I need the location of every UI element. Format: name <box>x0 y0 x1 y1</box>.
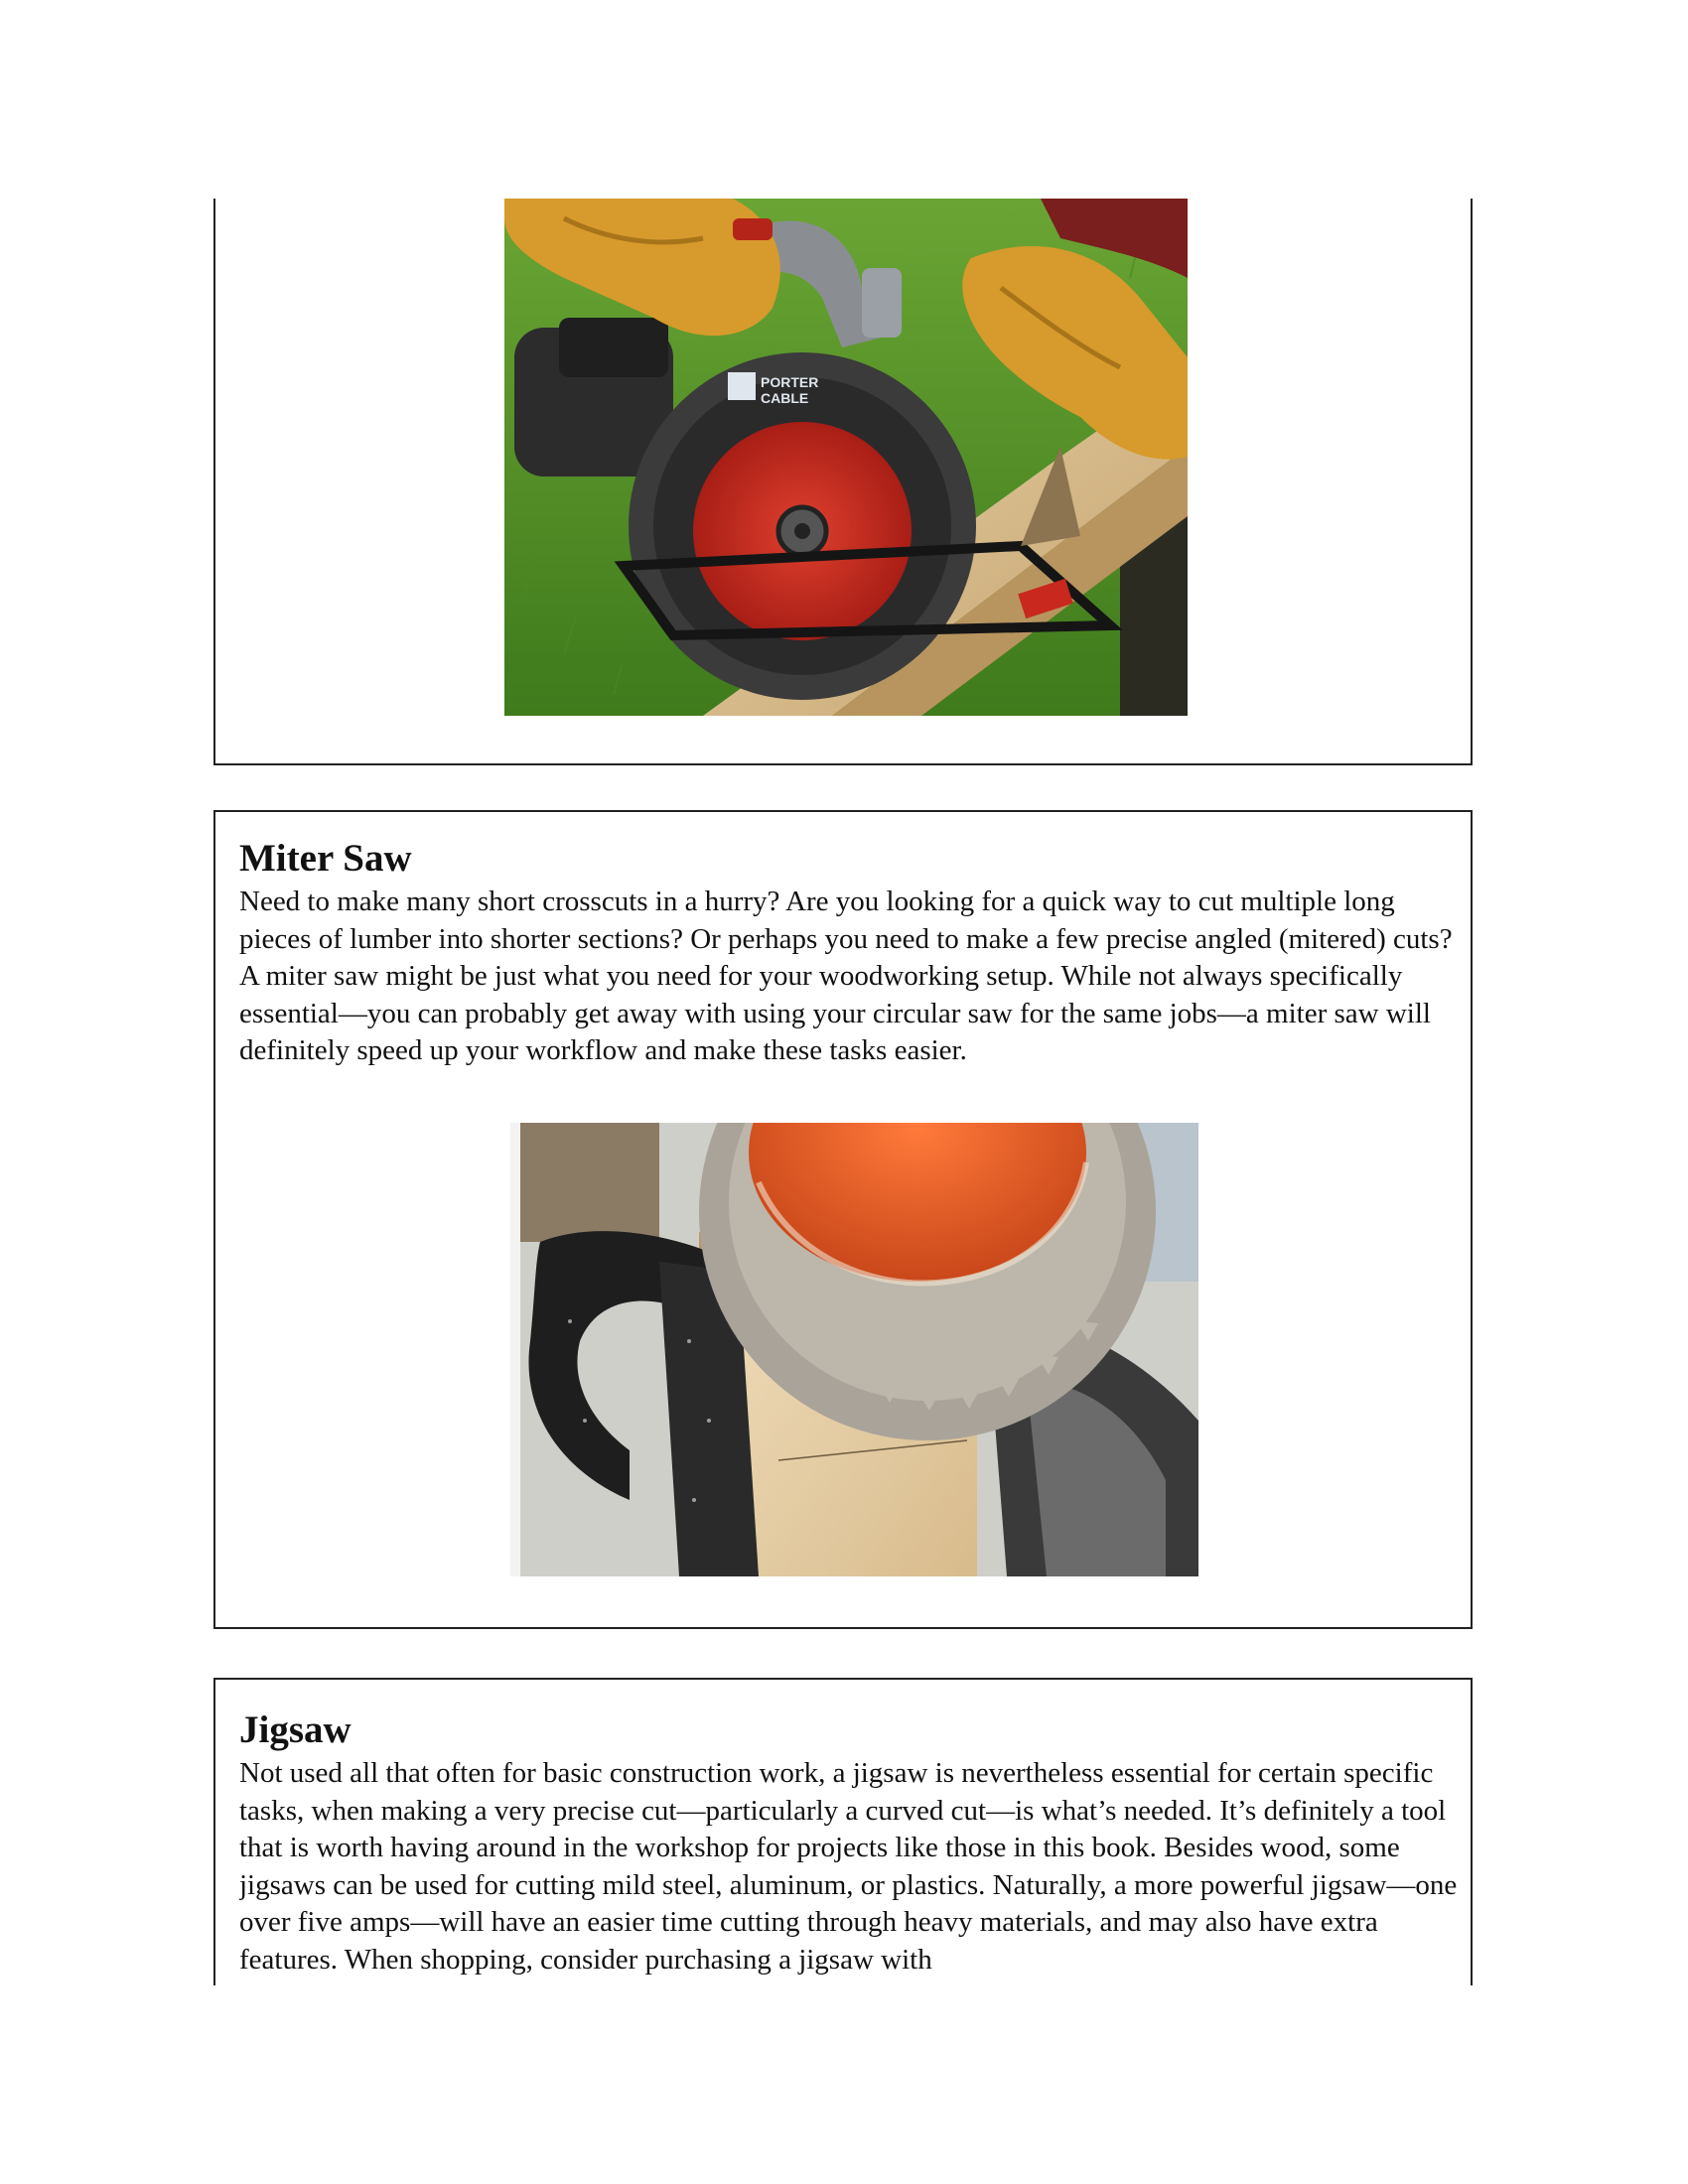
miter-saw-section <box>213 810 1473 1629</box>
miter-saw-paragraph: Need to make many short crosscuts in a hurry? Are you looking for a quick way to cut multiple long pieces of lumber into shorter sections? Or perhaps you need to make a few precise angled (mitered) cuts? A miter saw might be just what you need for your woodworking setup. While not always specifically essential—you can probably get away with using your circular saw for the same jobs—a miter saw will definitely speed up your workflow and make these tasks easier. <box>239 886 1453 1066</box>
saw-logo-line2: CABLE <box>761 390 809 406</box>
circular-saw-photo <box>504 199 1188 716</box>
jigsaw-heading: Jigsaw <box>239 1708 352 1751</box>
circular-saw-section <box>213 199 1473 765</box>
miter-saw-photo <box>510 1123 1198 1576</box>
jigsaw-section <box>213 1678 1473 1985</box>
miter-saw-heading: Miter Saw <box>239 837 412 880</box>
saw-logo-line1: PORTER <box>761 374 819 390</box>
jigsaw-paragraph: Not used all that often for basic construction work, a jigsaw is nevertheless essential for certain specific tasks, when making a very precise cut—particularly a curved cut—is what’s needed. It’s definitely a tool that is worth having around in the workshop for projects like those in this book. Besides wood, some jigsaws can be used for cutting mild steel, aluminum, or plastics. Naturally, a more powerful jigsaw—one over five amps—will have an easier time cutting through heavy materials, and may also have extra features. When shopping, consider purchasing a jigsaw with <box>239 1757 1458 1976</box>
